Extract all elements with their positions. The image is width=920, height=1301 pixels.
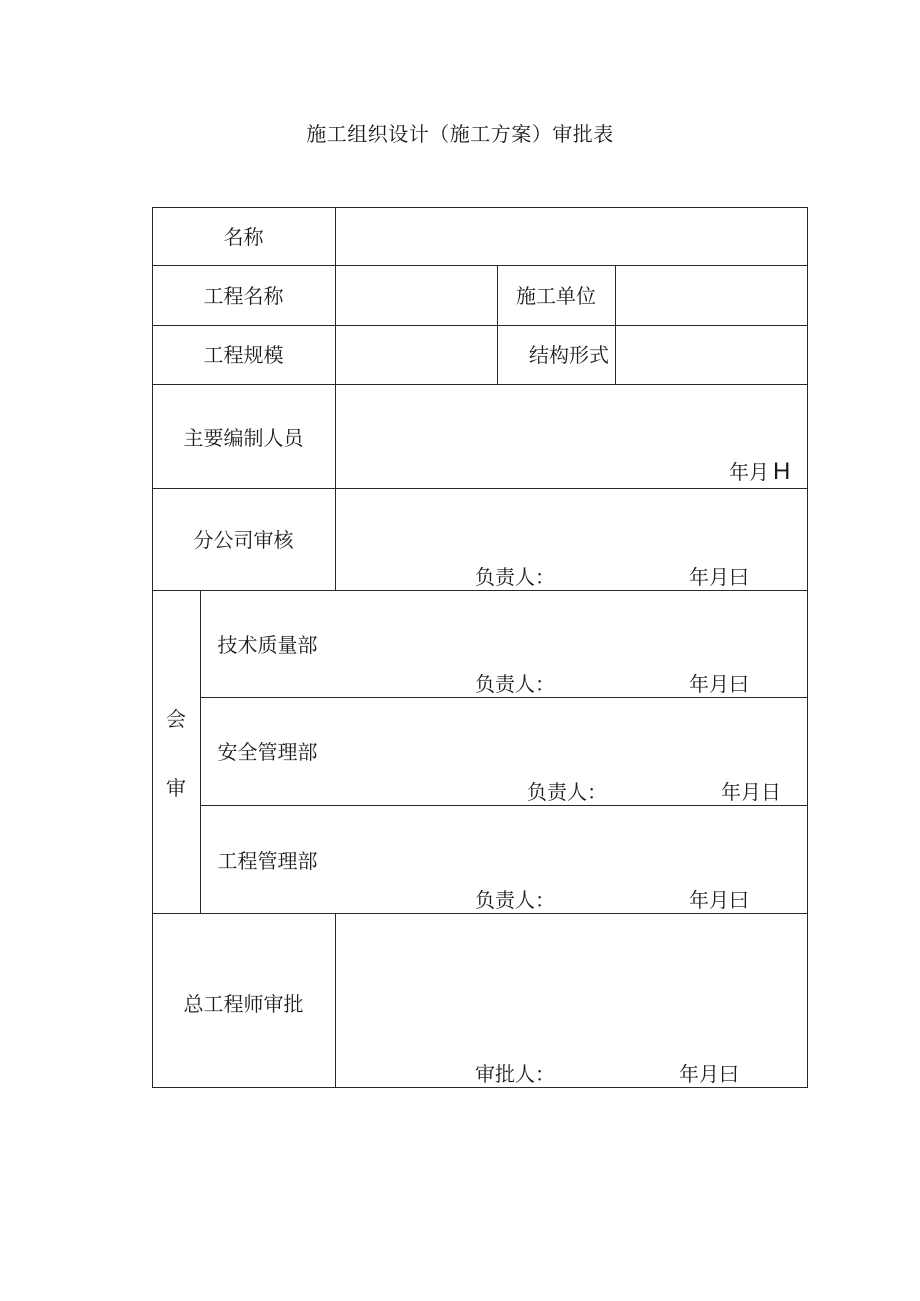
label-project-name: 工程名称 (203, 284, 284, 308)
column-divider (615, 265, 616, 385)
engineering-mgmt-date: 年月曰 (689, 888, 749, 912)
compilers-date-suffix: H (773, 458, 791, 485)
table-border-bottom (152, 1087, 808, 1088)
label-construction-unit: 施工单位 (516, 284, 596, 308)
column-divider (497, 265, 498, 385)
row-divider (152, 265, 808, 266)
column-divider (335, 207, 336, 591)
page-title: 施工组织设计（施工方案）审批表 (306, 122, 614, 146)
row-divider (200, 697, 808, 698)
label-main-compilers: 主要编制人员 (183, 426, 304, 450)
label-project-scale: 工程规模 (203, 343, 284, 367)
label-structure-form: 结构形式 (529, 343, 609, 367)
branch-review-signer: 负责人： (475, 565, 555, 589)
tech-quality-signer: 负责人： (475, 672, 555, 696)
label-chief-engineer-approval: 总工程师审批 (183, 992, 304, 1016)
safety-mgmt-date: 年月日 (721, 780, 781, 804)
row-divider (152, 325, 808, 326)
table-border-left (152, 207, 153, 1088)
row-divider (152, 488, 808, 489)
label-engineering-mgmt-dept: 工程管理部 (217, 849, 318, 873)
compilers-date (729, 460, 790, 484)
engineering-mgmt-signer: 负责人： (475, 888, 555, 912)
label-branch-review: 分公司审核 (193, 528, 294, 552)
row-divider (200, 805, 808, 806)
chief-engineer-date: 年月曰 (679, 1062, 739, 1086)
row-divider (152, 590, 808, 591)
table-border-right (807, 207, 808, 1088)
safety-mgmt-signer: 负责人： (527, 780, 607, 804)
tech-quality-date: 年月曰 (689, 672, 749, 696)
branch-review-date: 年月曰 (689, 565, 749, 589)
row-divider (152, 913, 808, 914)
label-joint-review-top: 会 (166, 707, 186, 731)
label-name: 名称 (223, 225, 264, 249)
column-divider (335, 913, 336, 1088)
label-tech-quality-dept: 技术质量部 (217, 633, 318, 657)
label-joint-review-bottom: 审 (166, 776, 186, 800)
label-safety-mgmt-dept: 安全管理部 (217, 740, 318, 764)
row-divider (152, 384, 808, 385)
compilers-date-prefix: 年月 (729, 460, 769, 484)
table-border-top (152, 207, 808, 208)
chief-engineer-signer: 审批人： (475, 1062, 555, 1086)
